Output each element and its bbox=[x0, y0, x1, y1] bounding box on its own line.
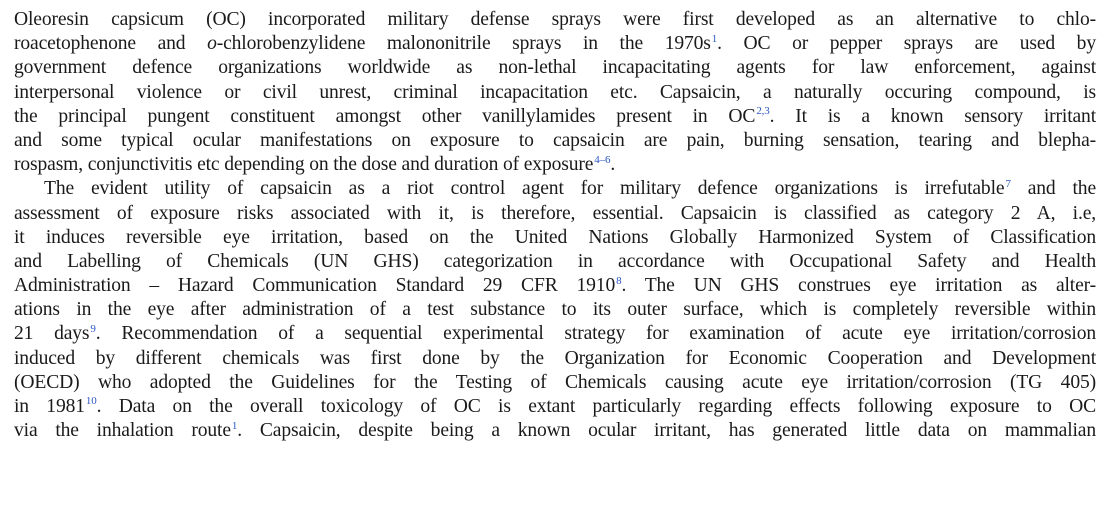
text-run: . Recommendation of a sequential experimental strategy for examination of acute eye irritation/corrosion bbox=[95, 323, 1097, 345]
text-line bbox=[14, 322, 1096, 346]
text-run: . Data on the overall toxicology of OC is extant particularly regarding effects following exposure to OC bbox=[96, 396, 1096, 417]
italic-text: o bbox=[207, 33, 217, 55]
text-line bbox=[14, 419, 1096, 443]
text-run: rospasm, conjunctivitis etc depending on the dose and duration of exposure bbox=[14, 154, 594, 176]
text-line bbox=[14, 177, 1096, 201]
text-line bbox=[14, 32, 1096, 56]
text-line bbox=[14, 298, 1096, 322]
citation-link[interactable]: 10 bbox=[85, 395, 97, 408]
text-line bbox=[14, 250, 1096, 274]
text-run: . Capsaicin, despite being a known ocular irritant, has generated little data on mammalian bbox=[237, 420, 1096, 442]
text-run: the principal pungent constituent amongst other vanillylamides present in OC bbox=[14, 105, 756, 127]
text-line bbox=[14, 347, 1096, 371]
citation-link[interactable]: 4–6 bbox=[594, 153, 611, 166]
text-line bbox=[14, 129, 1096, 153]
citation-link[interactable]: 9 bbox=[90, 322, 96, 335]
citation-link[interactable]: 1 bbox=[231, 419, 238, 432]
paragraph-2 bbox=[14, 177, 1096, 443]
paragraph-1 bbox=[14, 8, 1096, 177]
text-run: induced by different chemicals was first done by the Organization for Economic Cooperation and Development bbox=[14, 347, 1096, 369]
text-line bbox=[14, 8, 1096, 32]
text-run: roacetophenone and bbox=[14, 33, 208, 55]
text-run: and Labelling of Chemicals (UN GHS) categorization in accordance with Occupational Safety and Health bbox=[14, 250, 1096, 272]
text-run: . It is a known sensory irritant bbox=[769, 105, 1096, 127]
text-run: and the bbox=[1010, 178, 1097, 200]
text-line bbox=[14, 274, 1096, 298]
text-line bbox=[14, 226, 1096, 250]
text-run: . The UN GHS construes eye irritation as alter- bbox=[621, 275, 1096, 297]
text-run: The evident utility of capsaicin as a riot control agent for military defence organizations is irrefutable bbox=[44, 178, 1005, 200]
text-run: -chlorobenzylidene malononitrile sprays in the 1970s bbox=[216, 33, 711, 55]
text-run: Oleoresin capsicum (OC) incorporated military defense sprays were first developed as an alternative to chlo- bbox=[14, 9, 1096, 30]
text-line bbox=[14, 371, 1096, 395]
text-line bbox=[14, 153, 1096, 177]
text-run: (OECD) who adopted the Guidelines for the Testing of Chemicals causing acute eye irritation/corrosion (TG 405) bbox=[14, 371, 1096, 393]
text-run: via the inhalation route bbox=[14, 420, 231, 442]
text-run: Administration – Hazard Communication Standard 29 CFR 1910 bbox=[14, 275, 616, 297]
citation-link[interactable]: 7 bbox=[1005, 177, 1011, 190]
text-line bbox=[14, 81, 1096, 105]
text-line bbox=[14, 105, 1096, 129]
text-run: government defence organizations worldwide as non-lethal incapacitating agents for law enforcement, against bbox=[14, 57, 1096, 79]
text-run: interpersonal violence or civil unrest, criminal incapacitation etc. Capsaicin, a naturally occuring compound, is bbox=[14, 81, 1096, 103]
text-run: 21 days bbox=[14, 323, 90, 345]
text-run: . bbox=[610, 154, 616, 176]
citation-link[interactable]: 1 bbox=[711, 32, 718, 45]
text-run: . OC or pepper sprays are used by bbox=[717, 33, 1096, 55]
text-line bbox=[14, 202, 1096, 226]
text-run: assessment of exposure risks associated with it, is therefore, essential. Capsaicin is classified as category 2 A, i.e, bbox=[14, 202, 1096, 224]
text-line bbox=[14, 395, 1096, 419]
text-run: ations in the eye after administration of a test substance to its outer surface, which is completely reversible within bbox=[14, 299, 1096, 321]
text-run: and some typical ocular manifestations on exposure to capsaicin are pain, burning sensation, tearing and blepha- bbox=[14, 129, 1096, 151]
text-line bbox=[14, 56, 1096, 80]
citation-link[interactable]: 2,3 bbox=[756, 105, 770, 118]
citation-link[interactable]: 8 bbox=[616, 274, 622, 287]
text-run: it induces reversible eye irritation, based on the United Nations Globally Harmonized System of Classification bbox=[14, 226, 1096, 248]
text-run: in 1981 bbox=[14, 396, 85, 417]
article-body bbox=[14, 8, 1096, 443]
